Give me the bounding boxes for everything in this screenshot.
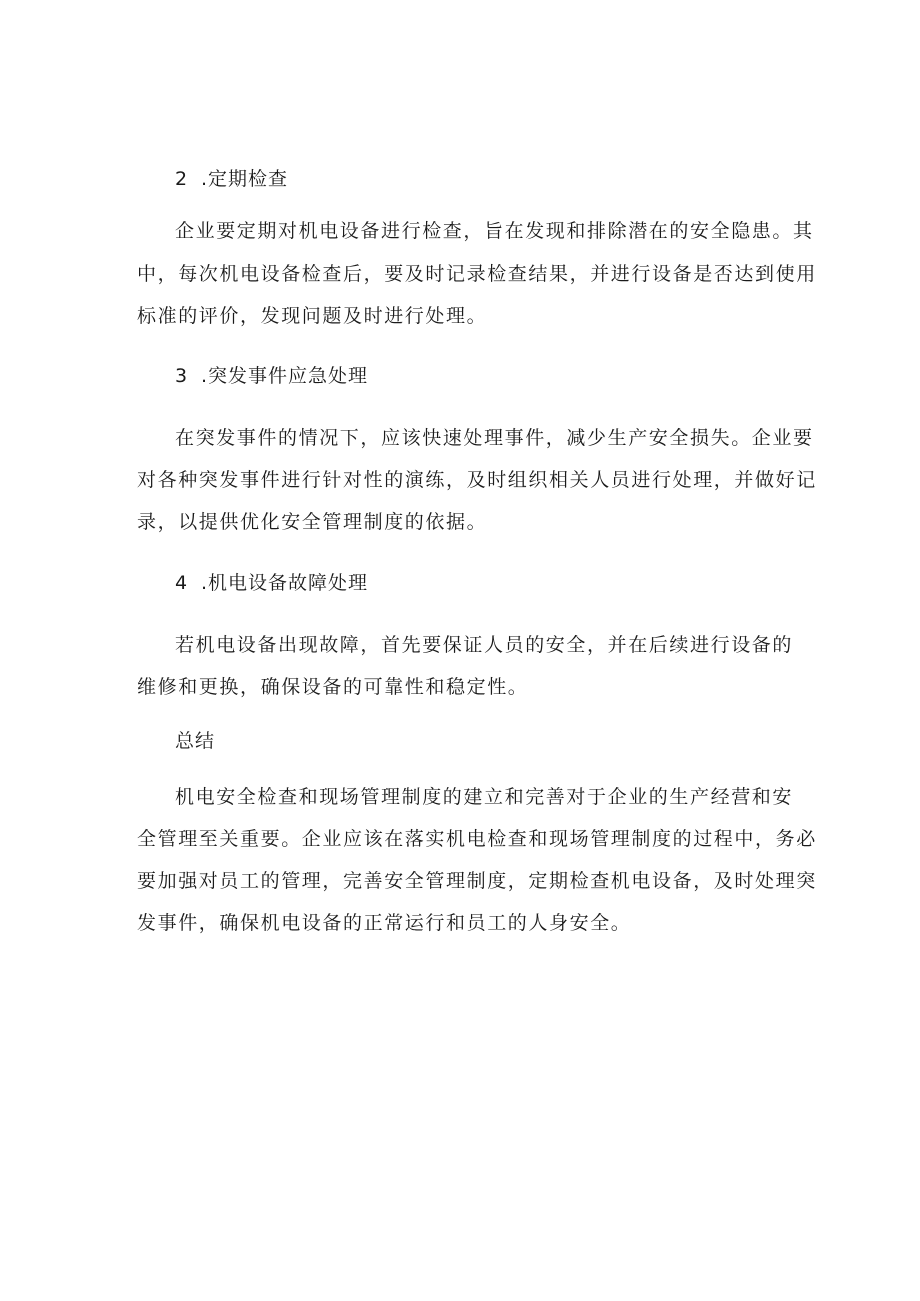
section-title: .定期检查 xyxy=(201,168,289,190)
paragraph-line: 机电安全检查和现场管理制度的建立和完善对于企业的生产经营和安 xyxy=(175,786,794,808)
section-number: 3 xyxy=(175,365,189,387)
section-number: 2 xyxy=(175,168,189,190)
summary-heading: 总结 xyxy=(175,730,216,752)
paragraph-line: 标准的评价，发现问题及时进行处理。 xyxy=(137,305,488,327)
paragraph-line: 对各种突发事件进行针对性的演练，及时组织相关人员进行处理，并做好记 xyxy=(137,469,817,491)
section-title: .突发事件应急处理 xyxy=(201,365,369,387)
paragraph-line: 维修和更换，确保设备的可靠性和稳定性。 xyxy=(137,676,529,698)
paragraph-line: 中，每次机电设备检查后，要及时记录检查结果，并进行设备是否达到使用 xyxy=(137,263,817,285)
section-title: .机电设备故障处理 xyxy=(201,572,369,594)
paragraph-line: 要加强对员工的管理，完善安全管理制度，定期检查机电设备，及时处理突 xyxy=(137,870,817,892)
paragraph-line: 企业要定期对机电设备进行检查，旨在发现和排除潜在的安全隐患。其 xyxy=(175,220,814,242)
section-heading-2 xyxy=(175,167,288,191)
section-heading-3 xyxy=(175,364,368,388)
section-heading-4 xyxy=(175,571,368,595)
section-number: 4 xyxy=(175,572,189,594)
paragraph-line: 全管理至关重要。企业应该在落实机电检查和现场管理制度的过程中，务必 xyxy=(137,828,817,850)
paragraph-line: 录，以提供优化安全管理制度的依据。 xyxy=(137,511,488,533)
paragraph-line: 发事件，确保机电设备的正常运行和员工的人身安全。 xyxy=(137,912,632,934)
paragraph-line: 若机电设备出现故障，首先要保证人员的安全，并在后续进行设备的 xyxy=(175,634,794,656)
paragraph-line: 在突发事件的情况下，应该快速处理事件，减少生产安全损失。企业要 xyxy=(175,427,814,449)
